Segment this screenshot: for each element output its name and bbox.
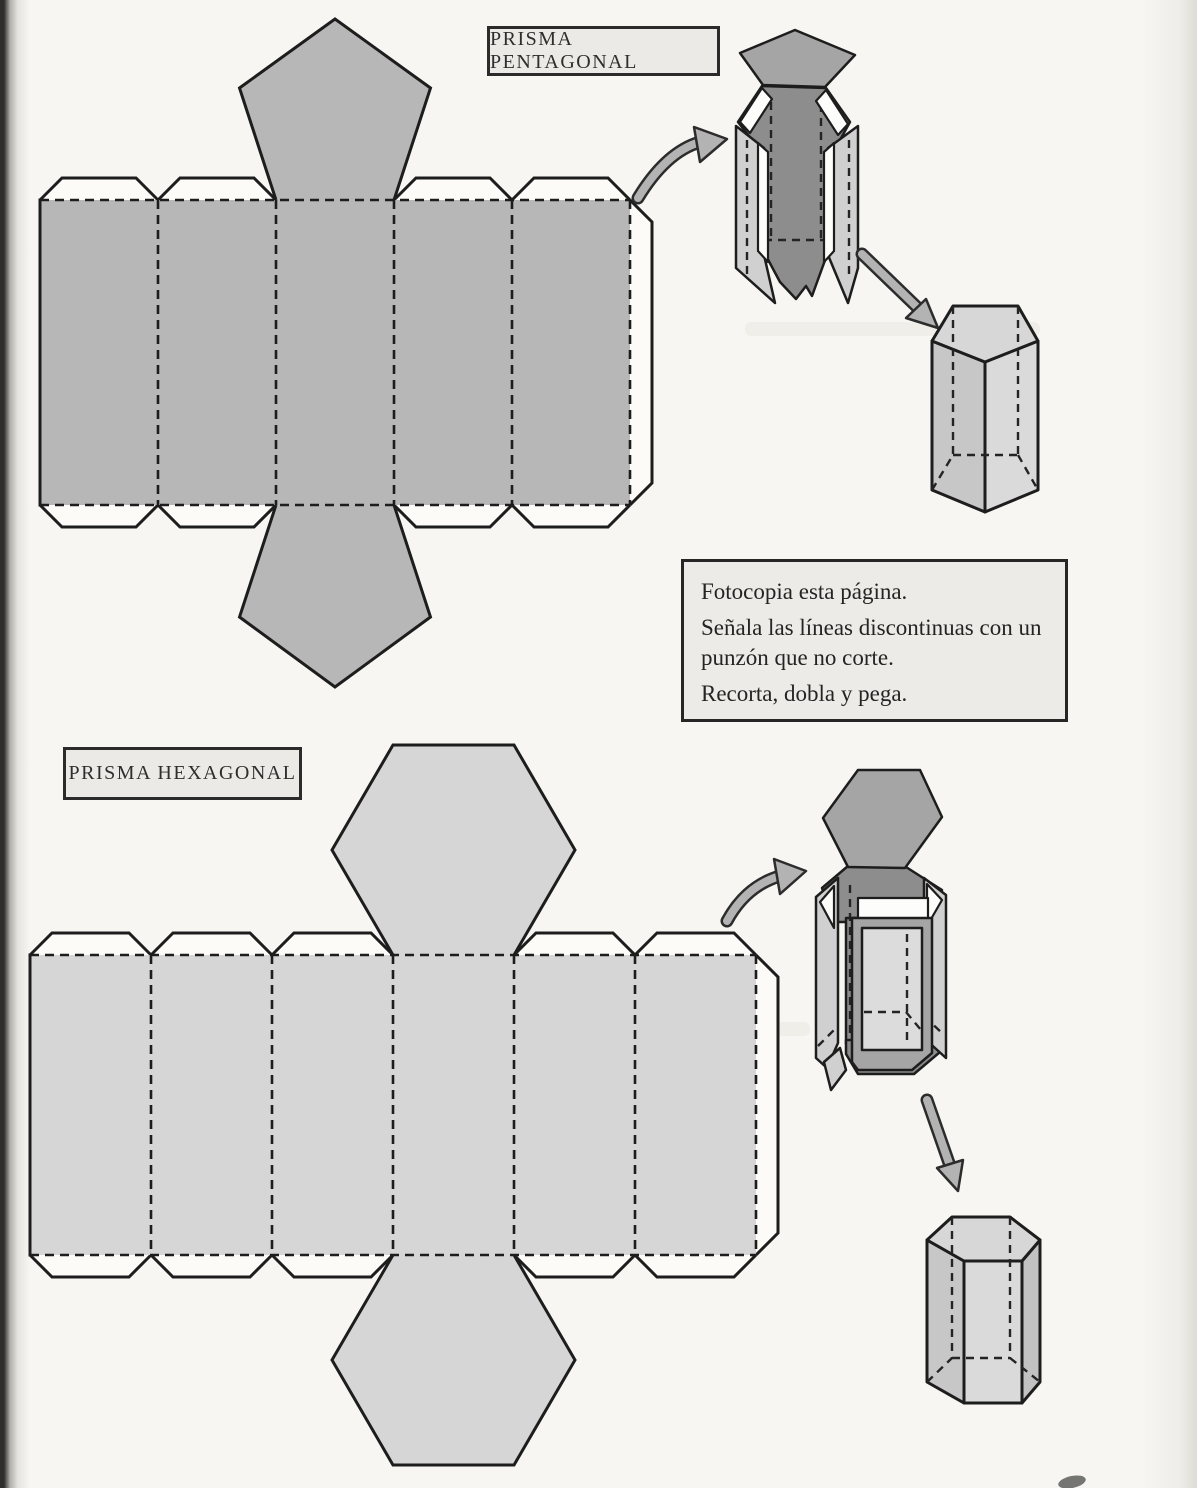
pentagonal-prism-solid-figure [932,306,1038,512]
scan-smudge [1057,1473,1087,1488]
glue-tab [151,933,272,955]
hexagon-face-top [332,745,575,955]
glue-tab [514,933,635,955]
instruction-line: Recorta, dobla y pega. [701,681,908,707]
front-wall-panel [862,928,922,1050]
glue-tab [40,178,158,200]
instruction-line: Señala las líneas discontinuas con un punzón que no corte. [701,615,1042,670]
glue-tab [514,1255,635,1277]
instruction-line: Fotocopia esta página. [701,579,908,604]
prism-face [985,341,1038,512]
pentagon-face-top [240,19,431,200]
prism-face [932,341,985,512]
glue-tab [635,1255,756,1277]
lateral-faces [40,200,630,505]
curved-fold-arrow-icon [727,859,806,921]
glue-tab-folded [824,143,834,262]
glue-tab [272,933,393,955]
pentagonal-prism-label [487,26,720,76]
curved-fold-arrow-icon [638,127,727,198]
hexagonal-prism-solid-figure [927,1217,1040,1403]
hexagon-face-bottom [332,1255,575,1465]
pentagon-lid-flap [740,30,855,87]
label-text: PRISMA HEXAGONAL [68,762,297,784]
label-text: PRISMA PENTAGONAL [490,28,638,73]
prism-face [927,1240,964,1403]
pentagonal-prism-net [40,19,652,687]
straight-assemble-arrow-icon [862,254,938,328]
glue-tab [30,1255,151,1277]
glue-tab-folded [858,898,928,920]
hexagon-lid-flap [823,770,942,868]
hexagonal-prism-net [30,745,778,1465]
glue-tab [512,178,630,200]
glue-tab [635,933,756,955]
glue-tab [40,505,158,527]
glue-tab-folded [758,143,768,262]
straight-assemble-arrow-icon [927,1100,963,1191]
glue-tab [158,178,276,200]
glue-tab [151,1255,272,1277]
glue-tab-side [756,955,778,1255]
glue-tab [512,505,630,527]
instructions-box [681,559,1068,722]
pentagonal-prism-folding-figure [736,30,858,303]
glue-tab [272,1255,393,1277]
glue-tab [394,178,512,200]
glue-tab [158,505,276,527]
glue-tab-side [630,200,652,505]
prism-face [964,1261,1022,1403]
hexagonal-prism-folding-figure [816,770,946,1090]
glue-tab [394,505,512,527]
hexagonal-prism-label [63,747,302,800]
pentagon-face-bottom [240,505,431,687]
glue-tab [30,933,151,955]
